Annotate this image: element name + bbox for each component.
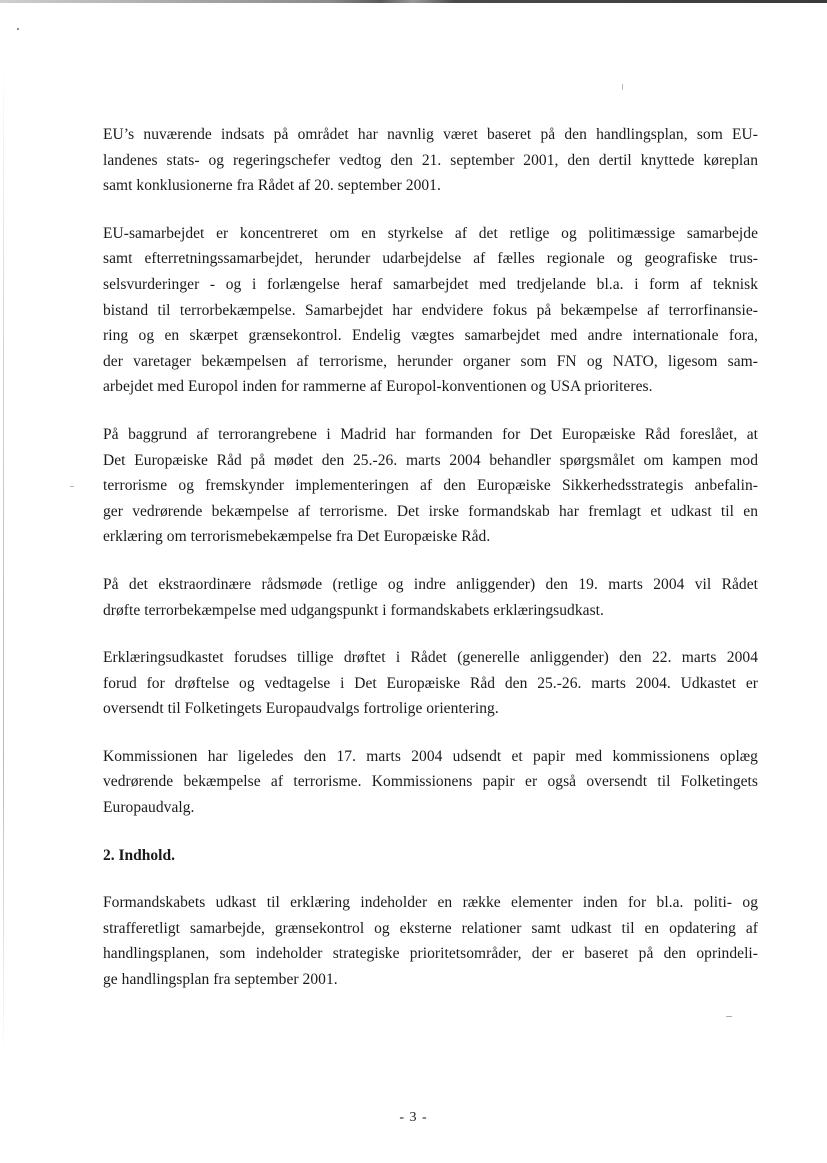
paragraph-madrid: [103, 422, 758, 550]
paragraph-eu-cooperation: [103, 221, 758, 400]
text-line: EU-samarbejdet er koncentreret om en styrkelse af det retlige og politimæssige samarbejde: [103, 224, 758, 242]
page-number: - 3 -: [399, 1110, 428, 1125]
text-line: strafferetligt samarbejde, grænsekontrol og eksterne relationer samt udkast til en opdatering af: [103, 919, 758, 937]
text-line: ge handlingsplan fra september 2001.: [103, 971, 338, 989]
text-line: vedrørende bekæmpelse af terrorisme. Kommissionens papir er også oversendt til Folketingets: [103, 773, 758, 791]
text-line: erklæring om terrorismebekæmpelse fra Det Europæiske Råd.: [103, 528, 491, 546]
text-line: Erklæringsudkastet forudses tillige drøftet i Rådet (generelle anliggender) den 22. marts 2004: [103, 649, 758, 667]
text-line: selsvurderinger - og i forlængelse heraf samarbejdet med tredjelande bl.a. i form af teknisk: [103, 275, 758, 293]
text-line: samt efterretningssamarbejdet, herunder udarbejdelse af fælles regionale og geografiske trus-: [103, 250, 758, 268]
paragraph-draft-declaration: [103, 645, 758, 722]
text-line: handlingsplanen, som indeholder strategiske prioritetsområder, der er baseret på den oprindeli-: [103, 945, 758, 963]
text-line: samt konklusionerne fra Rådet af 20. september 2001.: [103, 177, 441, 195]
text-line: terrorisme og fremskynder implementeringen af den Europæiske Sikkerhedsstrategis anbefalin-: [103, 477, 758, 495]
text-line: På det ekstraordinære rådsmøde (retlige og indre anliggender) den 19. marts 2004 vil Rådet: [103, 575, 758, 593]
text-line: ger vedrørende bekæmpelse af terrorisme. Det irske formandskab har fremlagt et udkast til en: [103, 502, 758, 520]
paragraph-extraordinary-meeting: [103, 572, 758, 623]
text-line: arbejdet med Europol inden for rammerne af Europol-konventionen og USA prioriteres.: [103, 378, 653, 396]
text-line: landenes stats- og regeringschefer vedtog den 21. september 2001, den dertil knyttede køreplan: [103, 151, 758, 169]
scan-speck: [70, 486, 74, 487]
text-line: Europaudvalg.: [103, 799, 195, 817]
scan-edge-left: [3, 60, 4, 1060]
text-line: bistand til terrorbekæmpelse. Samarbejdet har endvidere fokus på bekæmpelse af terrorfinansie-: [103, 301, 758, 319]
document-body: [103, 122, 758, 1015]
paragraph-content: [103, 890, 758, 992]
text-line: Kommissionen har ligeledes den 17. marts 2004 udsendt et papir med kommissionens oplæg: [103, 747, 758, 765]
section-heading: 2. Indhold.: [103, 846, 175, 864]
paragraph-eu-efforts: [103, 122, 758, 199]
text-line: ring og en skærpet grænsekontrol. Endelig vægtes samarbejdet med andre internationale fora,: [103, 327, 758, 345]
paragraph-commission: [103, 744, 758, 821]
text-line: forud for drøftelse og vedtagelse i Det Europæiske Råd den 25.-26. marts 2004. Udkastet er: [103, 674, 758, 692]
scan-speck: [17, 28, 19, 30]
text-line: På baggrund af terrorangrebene i Madrid har formanden for Det Europæiske Råd foreslået, at: [103, 425, 758, 443]
text-line: oversendt til Folketingets Europaudvalgs fortrolige orientering.: [103, 700, 499, 718]
text-line: Det Europæiske Råd på mødet den 25.-26. marts 2004 behandler spørgsmålet om kampen mod: [103, 451, 758, 469]
text-line: drøfte terrorbekæmpelse med udgangspunkt i formandskabets erklæringsudkast.: [103, 601, 604, 619]
scan-speck: [726, 1016, 732, 1017]
text-line: der varetager bekæmpelsen af terrorisme, herunder organer som FN og NATO, ligesom sam-: [103, 352, 758, 370]
text-line: EU’s nuværende indsats på området har navnlig været baseret på den handlingsplan, som EU-: [103, 126, 758, 143]
scan-edge-top: [0, 0, 827, 3]
text-line: Formandskabets udkast til erklæring indeholder en række elementer inden for bl.a. politi- og: [103, 894, 758, 912]
scan-speck: [622, 84, 623, 90]
